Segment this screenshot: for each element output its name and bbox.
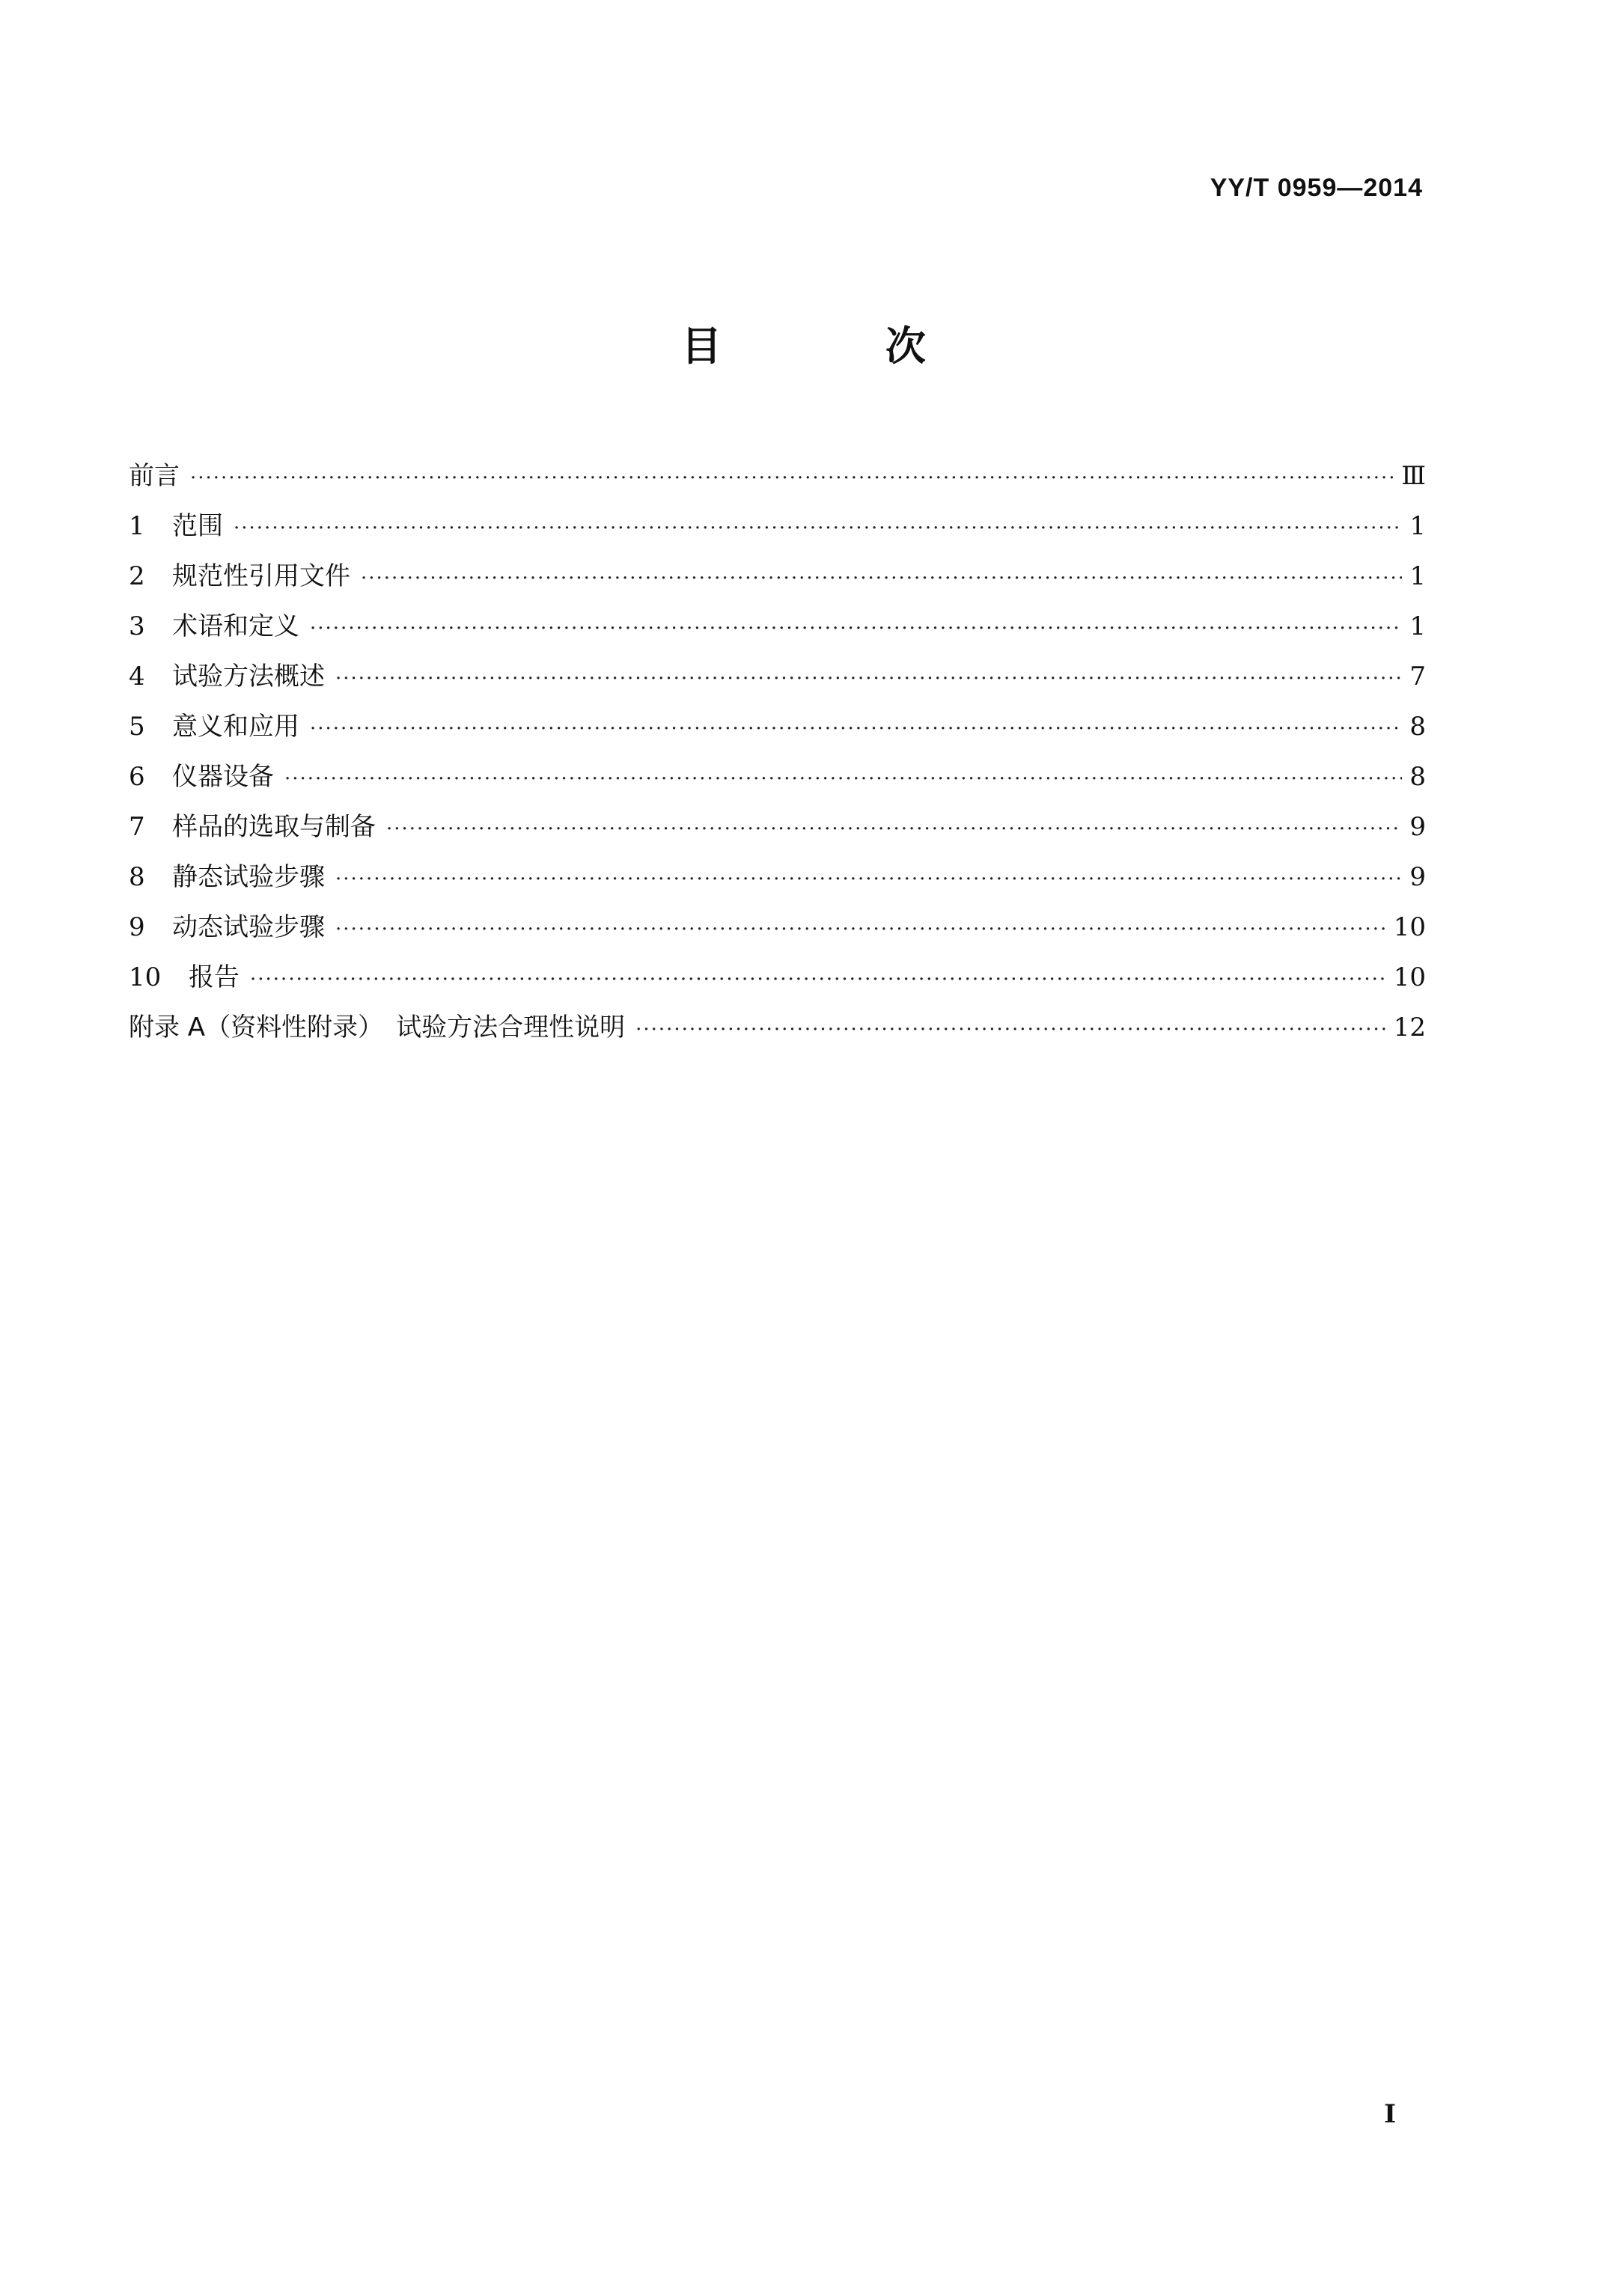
- toc-entry-number: 8: [129, 862, 145, 892]
- toc-entry-title: 意义和应用: [172, 712, 299, 742]
- toc-entry-number: 4: [129, 662, 145, 691]
- toc-entry-title: 样品的选取与制备: [172, 812, 376, 842]
- toc-entry-title: 范围: [172, 511, 223, 541]
- toc-entry-page: 9: [1409, 862, 1426, 892]
- toc-entry-page: 8: [1409, 762, 1426, 792]
- toc-entry-title: 报告: [189, 962, 240, 992]
- toc-entry-apparatus[interactable]: [129, 752, 1426, 802]
- page-number: I: [1384, 2099, 1396, 2129]
- dot-leader: [335, 654, 1402, 704]
- table-of-contents: [129, 451, 1426, 1053]
- toc-entry-page: 7: [1409, 662, 1426, 691]
- toc-entry-title: 附录 A（资料性附录） 试验方法合理性说明: [129, 1013, 626, 1042]
- toc-entry-number: 6: [129, 762, 145, 792]
- toc-entry-page: Ⅲ: [1401, 461, 1426, 491]
- toc-entry-page: 9: [1409, 812, 1426, 842]
- dot-leader: [335, 905, 1386, 955]
- dot-leader: [310, 604, 1402, 654]
- toc-entry-title: 规范性引用文件: [172, 561, 350, 591]
- toc-entry-number: 9: [129, 912, 145, 942]
- toc-entry-terms[interactable]: [129, 602, 1426, 652]
- dot-leader: [250, 955, 1386, 1005]
- toc-entry-dynamic-test[interactable]: [129, 903, 1426, 953]
- dot-leader: [361, 554, 1402, 604]
- toc-entry-title: 术语和定义: [172, 611, 299, 641]
- toc-entry-number: 1: [129, 511, 145, 541]
- toc-entry-sampling[interactable]: [129, 802, 1426, 852]
- toc-entry-number: 2: [129, 561, 145, 591]
- toc-entry-number: 7: [129, 812, 145, 842]
- toc-entry-page: 1: [1409, 561, 1426, 591]
- toc-entry-title: 试验方法概述: [172, 662, 325, 691]
- dot-leader: [386, 804, 1402, 855]
- toc-entry-significance[interactable]: [129, 702, 1426, 752]
- dot-leader: [310, 704, 1402, 754]
- toc-entry-annex-a[interactable]: [129, 1003, 1426, 1053]
- toc-entry-report[interactable]: [129, 953, 1426, 1003]
- toc-entry-page: 1: [1409, 611, 1426, 641]
- toc-entry-method-overview[interactable]: [129, 652, 1426, 702]
- toc-entry-page: 1: [1409, 511, 1426, 541]
- toc-entry-page: 10: [1393, 962, 1426, 992]
- toc-entry-title: 仪器设备: [172, 762, 274, 792]
- dot-leader: [335, 855, 1402, 905]
- toc-entry-number: 10: [129, 962, 162, 992]
- toc-entry-scope[interactable]: [129, 501, 1426, 552]
- standard-code: YY/T 0959—2014: [1210, 174, 1423, 202]
- toc-entry-title: 静态试验步骤: [172, 862, 325, 892]
- toc-entry-number: 5: [129, 712, 145, 742]
- page-title: 目 次: [681, 323, 1001, 370]
- toc-entry-page: 10: [1393, 912, 1426, 942]
- toc-entry-static-test[interactable]: [129, 852, 1426, 903]
- toc-entry-title: 动态试验步骤: [172, 912, 325, 942]
- toc-entry-title: 前言: [129, 461, 180, 491]
- toc-entry-preface[interactable]: [129, 451, 1426, 501]
- toc-entry-page: 8: [1409, 712, 1426, 742]
- dot-leader: [635, 1005, 1386, 1055]
- dot-leader: [284, 754, 1402, 804]
- toc-entry-normative-references[interactable]: [129, 552, 1426, 602]
- toc-entry-number: 3: [129, 611, 145, 641]
- toc-entry-page: 12: [1393, 1013, 1426, 1042]
- dot-leader: [234, 504, 1402, 554]
- dot-leader: [190, 454, 1394, 504]
